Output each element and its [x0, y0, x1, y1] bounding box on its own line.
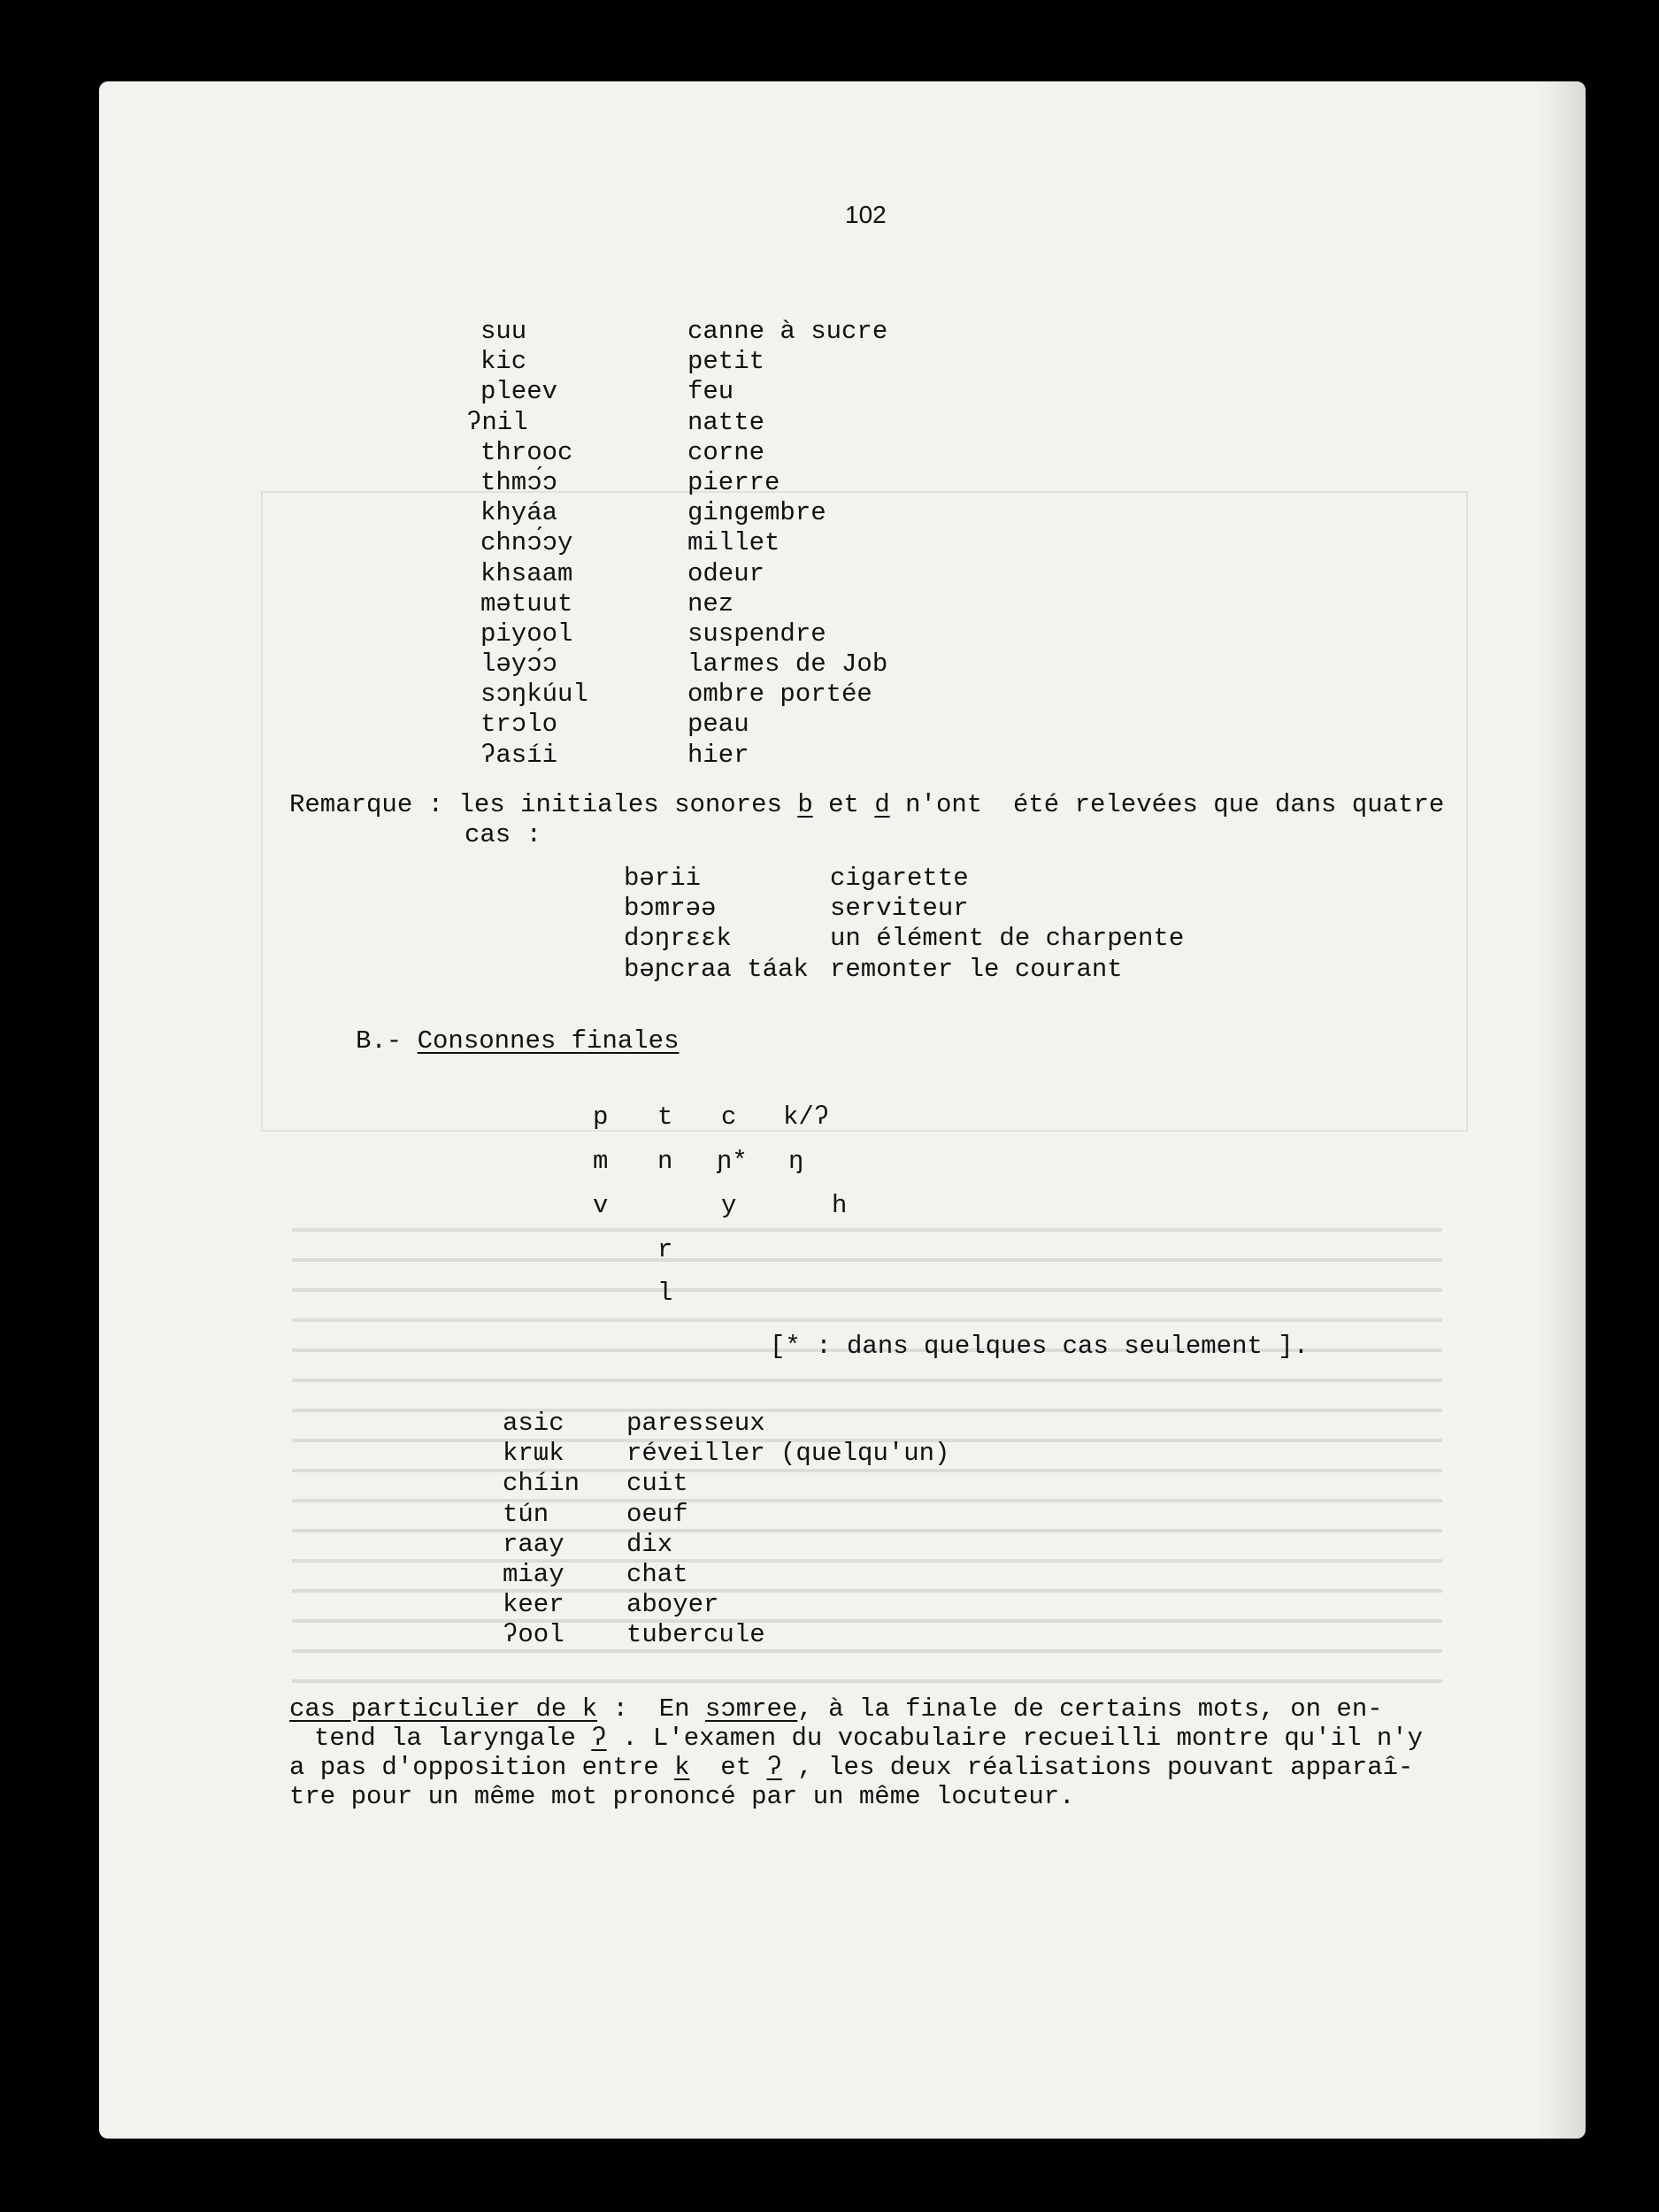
vocab-gloss: oeuf [626, 1499, 688, 1529]
vocab-list-2-french [626, 1409, 949, 1651]
example-term: bəɲcraa táak [624, 954, 809, 984]
grid-cell: m [593, 1147, 609, 1176]
grid-cell: n [657, 1147, 673, 1176]
vocab-gloss: canne à sucre [687, 317, 888, 346]
paragraph-label: cas particulier de k [289, 1694, 598, 1724]
vocab-gloss: corne [687, 437, 765, 467]
example-term: bɔmrəə [624, 894, 717, 924]
vocab-gloss: larmes de Job [687, 649, 888, 680]
vocab-gloss: ombre portée [687, 680, 872, 710]
remarque-line-2: cas : [465, 820, 542, 849]
vocab-gloss: nez [687, 588, 734, 618]
vocab-term: chíin [503, 1469, 580, 1499]
grid-cell: t [657, 1102, 673, 1132]
remarque-examples-french [830, 864, 1184, 985]
grid-cell: h [832, 1191, 848, 1220]
example-gloss: cigarette [830, 864, 969, 893]
vocab-term: khsaam [480, 558, 573, 588]
vocab-term: thmɔ́ɔ [480, 467, 558, 497]
example-term: dɔŋrɛɛk [624, 924, 732, 954]
vocab-gloss: gingembre [687, 498, 826, 528]
vocab-list-1-khmer [466, 317, 588, 771]
vocab-gloss: paresseux [626, 1409, 765, 1438]
section-heading: B.- Consonnes finales [356, 1026, 680, 1056]
vocab-gloss: chat [626, 1559, 688, 1589]
letter-k: k [674, 1753, 690, 1782]
vocab-term: khyáa [480, 498, 558, 528]
letter-d: d [874, 790, 890, 819]
paragraph-line-1: cas particulier de k : En sɔmree, à la finale de certains mots, on en- [289, 1694, 1383, 1724]
grid-cell: k/ʔ [783, 1102, 830, 1132]
vocab-term: sɔŋkúul [480, 680, 588, 710]
vocab-term: ʔool [503, 1620, 565, 1650]
vocab-term: ʔasíi [480, 740, 558, 770]
vocab-term: raay [503, 1529, 565, 1559]
vocab-gloss: cuit [626, 1469, 688, 1499]
vocab-term: kic [480, 347, 527, 377]
vocab-term: keer [503, 1590, 565, 1620]
grid-cell: y [721, 1191, 737, 1220]
example-gloss: un élément de charpente [830, 924, 1185, 954]
vocab-term: krɯk [503, 1439, 565, 1469]
remarque-examples-khmer [624, 864, 809, 985]
vocab-term: asic [503, 1409, 565, 1438]
paragraph-line-3: a pas d'opposition entre k et ʔ , les deux réalisations pouvant apparaî- [289, 1753, 1414, 1782]
grid-cell: l [657, 1279, 673, 1308]
vocab-gloss: tubercule [626, 1620, 765, 1650]
vocab-term: chnɔ́ɔy [480, 528, 573, 558]
grid-footnote: [* : dans quelques cas seulement ]. [770, 1332, 1310, 1361]
remarque-line-1: Remarque : les initiales sonores b et d n'ont été relevées que dans quatre [289, 790, 1445, 819]
glottal-symbol: ʔ [591, 1724, 607, 1753]
vocab-gloss: peau [687, 710, 749, 740]
vocab-gloss: aboyer [626, 1590, 719, 1620]
vocab-gloss: pierre [687, 467, 780, 497]
vocab-list-2-khmer [503, 1409, 580, 1651]
grid-cell: c [721, 1102, 737, 1132]
paragraph-line-4: tre pour un même mot prononcé par un même locuteur. [289, 1782, 1075, 1811]
page-number: 102 [845, 201, 887, 228]
vocab-term: miay [503, 1559, 565, 1589]
grid-cell: p [593, 1102, 609, 1132]
vocab-gloss: natte [687, 407, 765, 437]
vocab-gloss: hier [687, 740, 749, 770]
grid-cell: ɲ* [717, 1147, 748, 1176]
vocab-gloss: petit [687, 347, 765, 377]
section-title: Consonnes finales [417, 1026, 680, 1056]
grid-cell: r [657, 1235, 673, 1264]
example-gloss: remonter le courant [830, 954, 1123, 984]
vocab-gloss: suspendre [687, 618, 826, 649]
vocab-list-1-french [687, 317, 887, 771]
grid-cell: v [593, 1191, 609, 1220]
glottal-symbol: ʔ [766, 1753, 782, 1782]
example-gloss: serviteur [830, 894, 969, 924]
vocab-term: tún [503, 1499, 549, 1529]
vocab-gloss: feu [687, 377, 734, 407]
vocab-term: throoc [480, 437, 573, 467]
vocab-gloss: millet [687, 528, 780, 558]
grid-cell: ŋ [788, 1147, 804, 1176]
vocab-term: mətuut [480, 588, 573, 618]
letter-b: b [797, 790, 813, 819]
example-term: bərii [624, 864, 702, 893]
word-somree: sɔmree [704, 1694, 798, 1724]
paragraph-line-2: tend la laryngale ʔ . L'examen du vocabulaire recueilli montre qu'il n'y [314, 1724, 1424, 1753]
vocab-term: piyool [480, 618, 573, 649]
vocab-term: suu [480, 317, 527, 346]
vocab-term: ʔnil [466, 407, 528, 437]
vocab-term: trɔlo [480, 710, 558, 740]
vocab-term: pleev [480, 377, 558, 407]
vocab-term: ləyɔ́ɔ [480, 649, 558, 680]
vocab-gloss: odeur [687, 558, 765, 588]
vocab-gloss: réveiller (quelqu'un) [626, 1439, 950, 1469]
remarque-label: Remarque : [289, 790, 444, 819]
vocab-gloss: dix [626, 1529, 673, 1559]
page-curve-shade [1540, 81, 1586, 2139]
